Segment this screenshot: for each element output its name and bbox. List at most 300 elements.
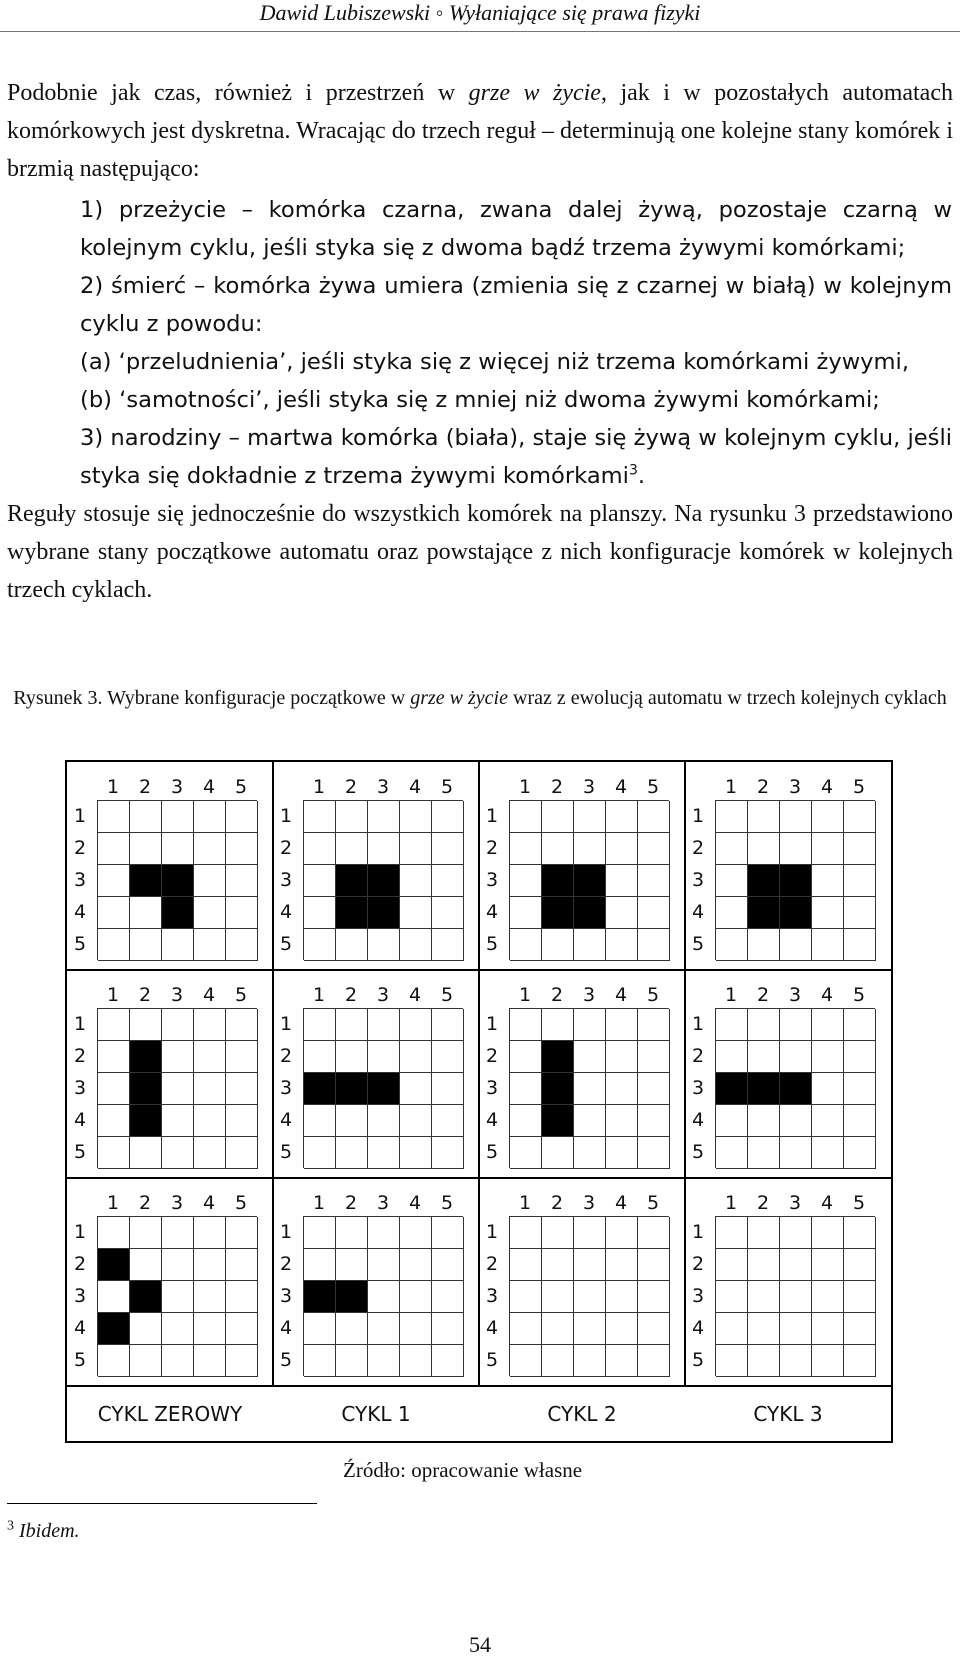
cell-dead — [510, 833, 542, 865]
cell-dead — [606, 833, 638, 865]
cell-dead — [400, 1249, 432, 1281]
column-label: 2 — [344, 776, 358, 798]
cell-alive — [336, 1073, 368, 1105]
cell-dead — [336, 1217, 368, 1249]
cell-dead — [130, 1217, 162, 1249]
cell-dead — [432, 1073, 464, 1105]
cell-grid — [303, 800, 463, 960]
cell-dead — [812, 1345, 844, 1377]
cell-dead — [98, 1281, 130, 1313]
cycle-panel — [67, 1178, 273, 1386]
cell-dead — [812, 1009, 844, 1041]
cell-dead — [638, 929, 670, 961]
row-label: 5 — [485, 1141, 499, 1163]
column-label: 3 — [788, 776, 802, 798]
cell-dead — [400, 865, 432, 897]
cell-dead — [748, 1313, 780, 1345]
column-label: 3 — [376, 1192, 390, 1214]
cell-dead — [844, 1217, 876, 1249]
row-label: 1 — [691, 805, 705, 827]
row-label: 5 — [485, 933, 499, 955]
cell-dead — [844, 865, 876, 897]
cell-grid — [715, 1008, 875, 1168]
column-label: 5 — [646, 984, 660, 1006]
cell-alive — [130, 1105, 162, 1137]
cell-dead — [336, 1137, 368, 1169]
row-label: 5 — [279, 1349, 293, 1371]
cell-dead — [748, 1217, 780, 1249]
cell-dead — [574, 1281, 606, 1313]
cell-dead — [304, 897, 336, 929]
cell-dead — [812, 897, 844, 929]
cell-dead — [638, 801, 670, 833]
cell-dead — [638, 1137, 670, 1169]
cell-dead — [844, 1105, 876, 1137]
cell-alive — [748, 865, 780, 897]
cell-dead — [368, 1009, 400, 1041]
cell-dead — [542, 929, 574, 961]
cell-dead — [780, 1217, 812, 1249]
cell-dead — [574, 1249, 606, 1281]
cell-dead — [432, 801, 464, 833]
cell-dead — [130, 833, 162, 865]
cell-alive — [542, 1105, 574, 1137]
cell-dead — [226, 833, 258, 865]
row-label: 1 — [485, 1013, 499, 1035]
cell-dead — [304, 1345, 336, 1377]
row-label: 5 — [691, 1141, 705, 1163]
cell-dead — [510, 1217, 542, 1249]
cell-dead — [226, 1105, 258, 1137]
row-label: 1 — [73, 805, 87, 827]
cell-dead — [716, 1281, 748, 1313]
cell-dead — [606, 1281, 638, 1313]
cycle-panel — [479, 970, 685, 1178]
cycle-panel — [479, 1178, 685, 1386]
cell-dead — [812, 1217, 844, 1249]
cell-dead — [194, 865, 226, 897]
cell-dead — [574, 1345, 606, 1377]
column-label: 4 — [408, 984, 422, 1006]
row-label: 4 — [691, 1109, 705, 1131]
cell-dead — [748, 1249, 780, 1281]
cell-dead — [638, 1009, 670, 1041]
cell-alive — [336, 897, 368, 929]
footnote-ref: 3 — [628, 462, 638, 479]
cell-dead — [748, 1009, 780, 1041]
column-label: 1 — [312, 1192, 326, 1214]
row-label: 2 — [279, 837, 293, 859]
column-label: 3 — [170, 776, 184, 798]
cell-dead — [368, 929, 400, 961]
cell-dead — [162, 1281, 194, 1313]
row-label: 3 — [73, 869, 87, 891]
cell-alive — [780, 1073, 812, 1105]
cell-dead — [606, 1137, 638, 1169]
column-label: 4 — [202, 776, 216, 798]
cell-dead — [162, 1009, 194, 1041]
cycle-panel — [479, 762, 685, 970]
column-label: 4 — [820, 984, 834, 1006]
cell-dead — [368, 1041, 400, 1073]
cell-dead — [574, 1105, 606, 1137]
column-label: 2 — [344, 1192, 358, 1214]
cell-dead — [574, 801, 606, 833]
cell-dead — [510, 1073, 542, 1105]
cell-dead — [780, 1313, 812, 1345]
column-label: 2 — [550, 1192, 564, 1214]
cell-dead — [780, 1249, 812, 1281]
cell-dead — [432, 1281, 464, 1313]
cell-dead — [400, 1345, 432, 1377]
cell-dead — [368, 1281, 400, 1313]
row-label: 5 — [691, 933, 705, 955]
cell-dead — [542, 833, 574, 865]
cell-dead — [130, 1137, 162, 1169]
cell-dead — [130, 1345, 162, 1377]
cell-dead — [98, 1105, 130, 1137]
cell-dead — [432, 865, 464, 897]
cell-grid — [97, 1008, 257, 1168]
cell-dead — [606, 1041, 638, 1073]
cell-dead — [368, 801, 400, 833]
cell-dead — [194, 1313, 226, 1345]
cell-dead — [226, 1041, 258, 1073]
cell-dead — [780, 929, 812, 961]
cell-dead — [844, 1041, 876, 1073]
cell-dead — [368, 1105, 400, 1137]
cell-dead — [510, 1313, 542, 1345]
cycle-label: CYKL 2 — [547, 1402, 617, 1426]
cell-dead — [194, 897, 226, 929]
cell-dead — [844, 1313, 876, 1345]
cell-dead — [574, 929, 606, 961]
row-label: 3 — [485, 1285, 499, 1307]
cell-dead — [780, 1137, 812, 1169]
row-label: 4 — [73, 1109, 87, 1131]
cell-dead — [716, 897, 748, 929]
cycle-panel — [67, 762, 273, 970]
rule-overpopulation: (a) ‘przeludnienia’, jeśli styka się z więcej niż trzema komórkami żywymi, — [80, 349, 910, 375]
row-label: 2 — [73, 1253, 87, 1275]
cell-dead — [432, 897, 464, 929]
cell-grid — [715, 800, 875, 960]
cell-dead — [812, 1041, 844, 1073]
cell-dead — [844, 1249, 876, 1281]
column-label: 3 — [170, 1192, 184, 1214]
row-label: 1 — [691, 1013, 705, 1035]
column-label: 1 — [312, 776, 326, 798]
row-label: 4 — [279, 1317, 293, 1339]
rule-birth-text: 3) narodziny – martwa komórka (biała), staje się żywą w kolejnym cyklu, jeśli styka się dokładnie z trzema żywymi komórkami — [80, 425, 952, 489]
cell-dead — [162, 1313, 194, 1345]
column-label: 2 — [344, 984, 358, 1006]
cell-dead — [510, 1249, 542, 1281]
cell-dead — [574, 1073, 606, 1105]
row-label: 4 — [73, 1317, 87, 1339]
column-label: 4 — [202, 1192, 216, 1214]
cell-dead — [716, 833, 748, 865]
cell-dead — [194, 1249, 226, 1281]
cell-dead — [432, 833, 464, 865]
column-label: 4 — [408, 1192, 422, 1214]
cell-dead — [432, 1137, 464, 1169]
cell-dead — [510, 1137, 542, 1169]
cell-alive — [336, 865, 368, 897]
page-number: 54 — [469, 1632, 491, 1657]
cell-alive — [748, 1073, 780, 1105]
cell-dead — [844, 1137, 876, 1169]
running-header: Dawid Lubiszewski ◦ Wyłaniające się prawa fizyki — [259, 0, 701, 25]
cell-dead — [812, 865, 844, 897]
cell-dead — [336, 1345, 368, 1377]
column-label: 1 — [106, 984, 120, 1006]
column-label: 2 — [756, 776, 770, 798]
cell-dead — [98, 1009, 130, 1041]
cell-dead — [98, 1137, 130, 1169]
cell-dead — [130, 1009, 162, 1041]
cell-dead — [432, 1041, 464, 1073]
cell-dead — [194, 1105, 226, 1137]
row-label: 4 — [279, 1109, 293, 1131]
cell-dead — [368, 1249, 400, 1281]
row-label: 2 — [73, 837, 87, 859]
row-label: 5 — [279, 1141, 293, 1163]
column-label: 5 — [852, 1192, 866, 1214]
cell-dead — [638, 1249, 670, 1281]
row-label: 4 — [485, 901, 499, 923]
row-label: 4 — [691, 901, 705, 923]
cell-dead — [194, 1137, 226, 1169]
cell-dead — [606, 1073, 638, 1105]
cell-dead — [162, 929, 194, 961]
cell-dead — [194, 1345, 226, 1377]
row-label: 2 — [485, 837, 499, 859]
column-label: 5 — [440, 776, 454, 798]
row-label: 1 — [691, 1221, 705, 1243]
cell-dead — [130, 897, 162, 929]
cell-alive — [748, 897, 780, 929]
cell-dead — [716, 1313, 748, 1345]
row-label: 4 — [485, 1317, 499, 1339]
cell-alive — [304, 1073, 336, 1105]
column-label: 1 — [518, 984, 532, 1006]
cell-dead — [304, 1313, 336, 1345]
cell-dead — [542, 1281, 574, 1313]
cycle-label: CYKL ZEROWY — [97, 1402, 243, 1426]
cell-dead — [162, 1217, 194, 1249]
column-label: 3 — [582, 776, 596, 798]
cell-dead — [400, 833, 432, 865]
column-label: 3 — [170, 984, 184, 1006]
column-label: 1 — [106, 776, 120, 798]
cell-dead — [162, 833, 194, 865]
cell-dead — [542, 1137, 574, 1169]
footnote-text: Ibidem. — [19, 1520, 80, 1542]
cell-dead — [162, 1041, 194, 1073]
column-label: 2 — [138, 1192, 152, 1214]
cell-dead — [812, 1137, 844, 1169]
cell-alive — [368, 897, 400, 929]
cell-dead — [98, 801, 130, 833]
paragraph-rules-applied: Reguły stosuje się jednocześnie do wszystkich komórek na planszy. Na rysunku 3 przedstawiono wybrane stany początkowe automatu oraz powstające z nich konfiguracje komórek w kolejnych trzech cyklach. — [7, 501, 953, 603]
cell-dead — [162, 1249, 194, 1281]
rule-birth — [80, 419, 952, 495]
column-label: 5 — [852, 776, 866, 798]
cell-dead — [226, 1137, 258, 1169]
cell-dead — [574, 1217, 606, 1249]
cell-dead — [510, 1041, 542, 1073]
column-label: 5 — [234, 1192, 248, 1214]
cell-dead — [98, 1073, 130, 1105]
row-label: 1 — [485, 805, 499, 827]
column-label: 3 — [376, 984, 390, 1006]
cell-dead — [812, 1281, 844, 1313]
column-label: 2 — [550, 984, 564, 1006]
cell-dead — [542, 801, 574, 833]
cell-dead — [226, 1313, 258, 1345]
row-label: 2 — [691, 1045, 705, 1067]
cell-dead — [780, 1345, 812, 1377]
cycle-label: CYKL 3 — [753, 1402, 823, 1426]
cell-dead — [162, 1073, 194, 1105]
row-label: 4 — [279, 901, 293, 923]
cell-dead — [400, 1137, 432, 1169]
cell-dead — [542, 1345, 574, 1377]
cell-dead — [98, 1345, 130, 1377]
cell-dead — [812, 1105, 844, 1137]
row-label: 3 — [279, 1077, 293, 1099]
cell-dead — [844, 897, 876, 929]
cell-dead — [716, 1105, 748, 1137]
column-label: 5 — [440, 984, 454, 1006]
cell-alive — [162, 897, 194, 929]
cell-alive — [542, 1073, 574, 1105]
cell-dead — [98, 1217, 130, 1249]
cell-alive — [780, 897, 812, 929]
cell-dead — [780, 1105, 812, 1137]
cell-dead — [638, 865, 670, 897]
cell-dead — [368, 1217, 400, 1249]
cell-dead — [194, 1217, 226, 1249]
row-label: 1 — [279, 1013, 293, 1035]
cell-dead — [574, 1137, 606, 1169]
cell-dead — [638, 1073, 670, 1105]
cell-dead — [510, 1009, 542, 1041]
row-label: 2 — [485, 1253, 499, 1275]
row-label: 1 — [485, 1221, 499, 1243]
rule-loneliness: (b) ‘samotności’, jeśli styka się z mniej niż dwoma żywymi komórkami; — [80, 387, 880, 413]
column-label: 1 — [724, 776, 738, 798]
cell-dead — [304, 1249, 336, 1281]
cell-dead — [304, 929, 336, 961]
column-label: 4 — [820, 776, 834, 798]
column-label: 1 — [312, 984, 326, 1006]
column-label: 5 — [234, 776, 248, 798]
cycle-panel — [273, 1178, 479, 1386]
cell-dead — [98, 897, 130, 929]
cell-dead — [226, 865, 258, 897]
cell-dead — [510, 801, 542, 833]
cell-dead — [542, 1009, 574, 1041]
cell-dead — [432, 1105, 464, 1137]
cell-dead — [812, 833, 844, 865]
cell-alive — [98, 1313, 130, 1345]
cell-dead — [812, 1073, 844, 1105]
cell-dead — [638, 897, 670, 929]
cell-dead — [226, 1345, 258, 1377]
cell-dead — [606, 865, 638, 897]
column-label: 4 — [408, 776, 422, 798]
cell-dead — [748, 1281, 780, 1313]
cell-dead — [748, 833, 780, 865]
cell-dead — [812, 1313, 844, 1345]
cell-dead — [130, 1313, 162, 1345]
cell-dead — [638, 1105, 670, 1137]
cell-dead — [304, 833, 336, 865]
cell-dead — [844, 1009, 876, 1041]
row-label: 2 — [279, 1253, 293, 1275]
cell-dead — [226, 801, 258, 833]
cell-dead — [716, 929, 748, 961]
row-label: 3 — [691, 1077, 705, 1099]
cell-dead — [130, 1249, 162, 1281]
cell-dead — [432, 1345, 464, 1377]
cell-grid — [303, 1216, 463, 1376]
column-label: 5 — [646, 776, 660, 798]
cycle-panel — [273, 970, 479, 1178]
cell-alive — [130, 1281, 162, 1313]
row-label: 2 — [691, 1253, 705, 1275]
paragraph-intro-text-2: , jak i w pozostałych automatach komórkowych jest dyskretna. Wracając do trzech reguł – determinują one kolejne stany komórek i brzmią następująco: — [7, 80, 953, 182]
cell-dead — [368, 833, 400, 865]
rule-survival: 1) przeżycie – komórka czarna, zwana dalej żywą, pozostaje czarną w kolejnym cyklu, jeśli styka się z dwoma bądź trzema żywymi komórkami; — [80, 197, 952, 261]
row-label: 2 — [73, 1045, 87, 1067]
cell-dead — [162, 801, 194, 833]
column-label: 2 — [138, 776, 152, 798]
cell-dead — [336, 1105, 368, 1137]
cell-alive — [162, 865, 194, 897]
cell-alive — [368, 865, 400, 897]
cell-alive — [542, 1041, 574, 1073]
rule-birth-end: . — [637, 463, 646, 489]
column-label: 1 — [518, 1192, 532, 1214]
footnote-number: 3 — [7, 1518, 14, 1534]
cell-dead — [400, 1073, 432, 1105]
cell-dead — [194, 833, 226, 865]
cell-alive — [542, 865, 574, 897]
cell-dead — [336, 1313, 368, 1345]
cell-dead — [716, 1249, 748, 1281]
cell-grid — [509, 1008, 669, 1168]
cell-dead — [194, 1041, 226, 1073]
cell-dead — [194, 801, 226, 833]
cell-dead — [844, 1345, 876, 1377]
cell-dead — [812, 929, 844, 961]
cell-dead — [510, 929, 542, 961]
footnote-rule — [7, 1503, 317, 1504]
cell-dead — [336, 801, 368, 833]
cell-dead — [432, 1249, 464, 1281]
column-label: 2 — [756, 984, 770, 1006]
column-label: 4 — [614, 776, 628, 798]
cell-dead — [400, 1281, 432, 1313]
cell-dead — [336, 1041, 368, 1073]
cell-dead — [844, 929, 876, 961]
cell-dead — [432, 929, 464, 961]
cell-dead — [606, 1105, 638, 1137]
row-label: 3 — [691, 869, 705, 891]
